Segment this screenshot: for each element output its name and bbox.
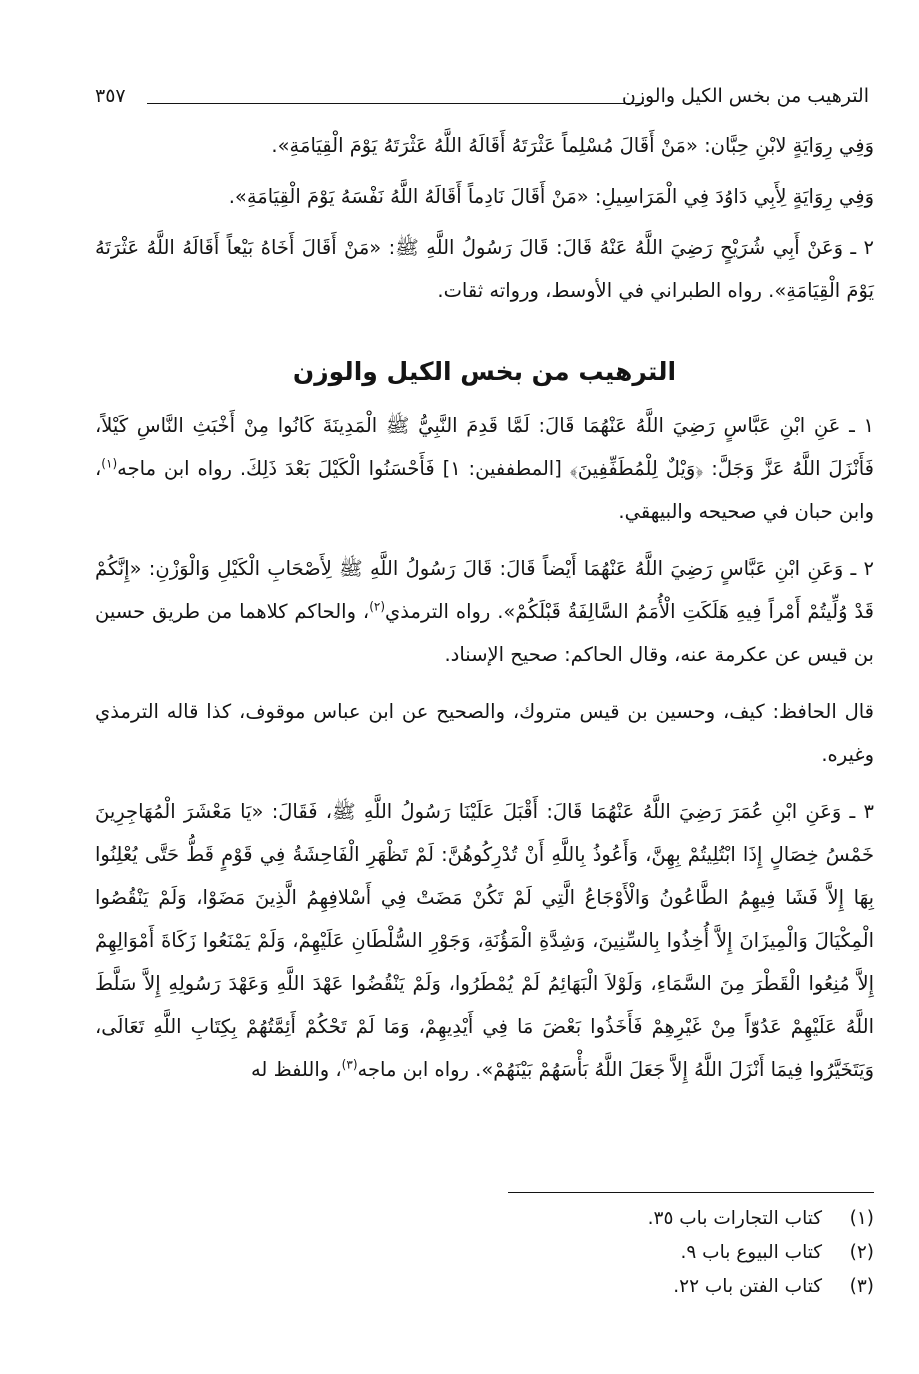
hadith-1-text: ١ ـ عَنِ ابْنِ عَبَّاسٍ رَضِيَ اللَّهُ عَنْهُمَا قَالَ: لَمَّا قَدِمَ النَّبِيُّ ﷺ الْمَدِينَةَ كَانُوا مِنْ أَخْبَثِ النَّاسِ كَيْلاً، فَأَنْزَلَ اللَّهُ عَزَّ وَجَلَّ: ﴿وَيْلٌ لِلْمُطَفِّفِينَ﴾ [المطففين: ١] فَأَحْسَنُوا الْكَيْلَ بَعْدَ ذَلِكَ. رواه ابن ماجه — [95, 414, 874, 480]
footnote-ref-1: (١) — [101, 456, 118, 471]
footnote-item — [95, 1270, 874, 1304]
header-rule — [147, 103, 644, 104]
section-heading: الترهيب من بخس الكيل والوزن — [292, 357, 677, 386]
hadith-2-source: ، والحاكم كلاهما من طريق حسين بن قيس عن عكرمة عنه، وقال الحاكم: صحيح الإسناد. — [95, 600, 874, 666]
footnote-number: (١) — [849, 1208, 874, 1229]
footnote-text: كتاب البيوع باب ٩. — [680, 1242, 823, 1263]
header-title: الترهيب من بخس الكيل والوزن — [621, 85, 869, 107]
page-number: ٣٥٧ — [95, 85, 126, 107]
footnote-item — [95, 1236, 874, 1270]
footnotes — [95, 1202, 874, 1304]
footnote-ref-3: (٣) — [341, 1057, 358, 1072]
footnote-number: (٣) — [849, 1276, 874, 1297]
footnote-text: كتاب الفتن باب ٢٢. — [673, 1276, 823, 1297]
footnote-number: (٢) — [849, 1242, 874, 1263]
hadith-3-text: ٣ ـ وَعَنِ ابْنِ عُمَرَ رَضِيَ اللَّهُ عَنْهُمَا قَالَ: أَقْبَلَ عَلَيْنَا رَسُولُ اللَّهِ ﷺ، فَقَالَ: «يَا مَعْشَرَ الْمُهَاجِرِينَ خَمْسُ خِصَالٍ إِذَا ابْتُلِيتُمْ بِهِنَّ، وَأَعُوذُ بِاللَّهِ أَنْ تُدْرِكُوهُنَّ: لَمْ تَظْهَرِ الْفَاحِشَةُ فِي قَوْمٍ قَطُّ حَتَّى يُعْلِنُوا بِهَا إِلاَّ فَشَا فِيهِمُ الطَّاعُونُ وَالْأَوْجَاعُ الَّتِي لَمْ تَكُنْ مَضَتْ فِي أَسْلافِهِمُ الَّذِينَ مَضَوْا، وَلَمْ يَنْقُصُوا الْمِكْيَالَ وَالْمِيزَانَ إِلاَّ أُخِذُوا بِالسِّنِينَ، وَشِدَّةِ الْمَؤُنَةِ، وَجَوْرِ السُّلْطَانِ عَلَيْهِمْ، وَلَمْ يَمْنَعُوا زَكَاةَ أَمْوَالِهِمْ إِلاَّ مُنِعُوا الْقَطْرَ مِنَ السَّمَاءِ، وَلَوْلاَ الْبَهَائِمُ لَمْ يُمْطَرُوا، وَلَمْ يَنْقُضُوا عَهْدَ اللَّهِ وَعَهْدَ رَسُولِهِ إِلاَّ سَلَّطَ اللَّهُ عَلَيْهِمْ عَدُوّاً مِنْ غَيْرِهِمْ فَأَخَذُوا بَعْضَ مَا فِي أَيْدِيهِمْ، وَمَا لَمْ تَحْكُمْ أَئِمَّتُهُمْ بِكِتَابِ اللَّهِ تَعَالَى، وَيَتَخَيَّرُوا فِيمَا أَنْزَلَ اللَّهُ إِلاَّ جَعَلَ اللَّهُ بَأْسَهُمْ بَيْنَهُمْ». رواه ابن ماجه — [95, 800, 874, 1081]
hadith-2 — [95, 547, 874, 676]
hadith-3 — [95, 790, 874, 1091]
running-header — [95, 84, 869, 114]
paragraph-abu-dawud: وَفِي رِوَايَةٍ لِأَبِي دَاوُدَ فِي الْمَرَاسِيلِ: «مَنْ أَقَالَ نَادِماً أَقَالَهُ اللَّهُ نَفْسَهُ يَوْمَ الْقِيَامَةِ». — [228, 185, 874, 208]
hafiz-note: قال الحافظ: كيف، وحسين بن قيس متروك، والصحيح عن ابن عباس موقوف، كذا قاله الترمذي وغيره. — [95, 700, 874, 766]
paragraph-ibn-hibban: وَفِي رِوَايَةٍ لابْنِ حِبَّان: «مَنْ أَقَالَ مُسْلِماً عَثْرَتَهُ أَقَالَهُ اللَّهُ عَثْرَتَهُ يَوْمَ الْقِيَامَةِ». — [271, 134, 874, 157]
hadith-abu-shurayh: ٢ ـ وَعَنْ أَبِي شُرَيْحٍ رَضِيَ اللَّهُ عَنْهُ قَالَ: قَالَ رَسُولُ اللَّهِ ﷺ: «مَنْ أَقَالَ أَخَاهُ بَيْعاً أَقَالَهُ اللَّهُ عَثْرَتَهُ يَوْمَ الْقِيَامَةِ». رواه الطبراني في الأوسط، ورواته ثقات. — [95, 236, 874, 302]
page-body — [95, 124, 874, 1091]
hadith-1 — [95, 404, 874, 533]
footnote-divider — [508, 1192, 874, 1193]
hadith-2-text: ٢ ـ وَعَنِ ابْنِ عَبَّاسٍ رَضِيَ اللَّهُ عَنْهُمَا أَيْضاً قَالَ: قَالَ رَسُولُ اللَّهِ ﷺ لِأَصْحَابِ الْكَيْلِ وَالْوَزْنِ: «إِنَّكُمْ قَدْ وُلِّيتُمْ أَمْراً فِيهِ هَلَكَتِ الْأُمَمُ السَّالِفَةُ قَبْلَكُمْ». رواه الترمذي — [95, 557, 874, 623]
footnote-ref-2: (٢) — [369, 599, 386, 614]
footnote-text: كتاب التجارات باب ٣٥. — [647, 1208, 823, 1229]
footnote-item — [95, 1202, 874, 1236]
hadith-1-source: ، وابن حبان في صحيحه والبيهقي. — [95, 457, 874, 523]
hadith-3-source: ، واللفظ له — [250, 1058, 342, 1081]
